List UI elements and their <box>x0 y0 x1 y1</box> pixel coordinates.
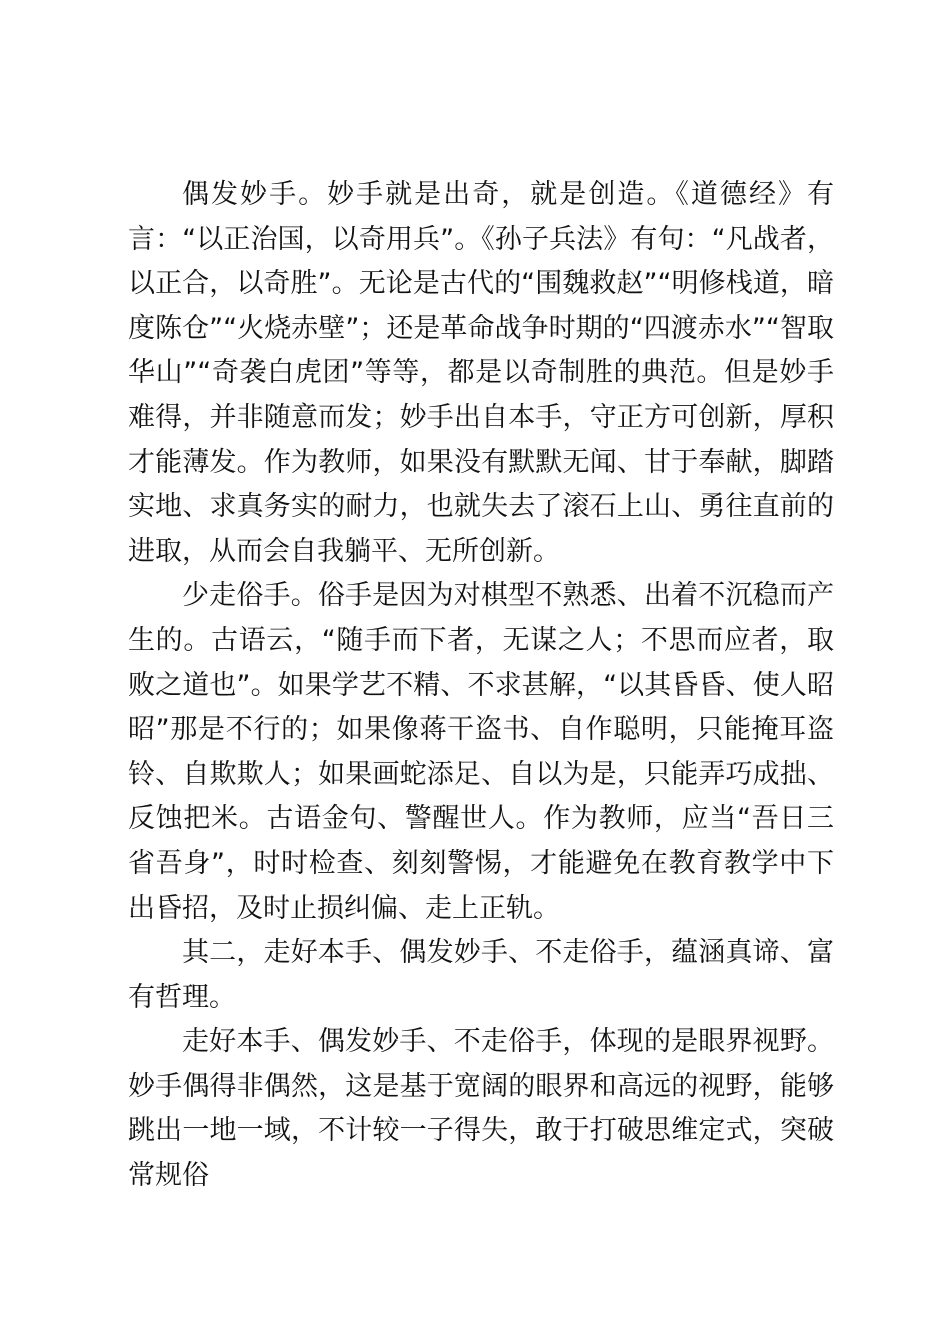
paragraph-yanjie: 走好本手、偶发妙手、不走俗手，体现的是眼界视野。妙手偶得非偶然，这是基于宽阔的眼界和高远的视野，能够跳出一地一域，不计较一子得失，敢于打破思维定式，突破常规俗 <box>128 1026 834 1192</box>
document-body <box>128 173 834 1199</box>
paragraph-qier: 其二，走好本手、偶发妙手、不走俗手，蕴涵真谛、富有哲理。 <box>128 937 834 1013</box>
paragraph-miaoshou: 偶发妙手。妙手就是出奇，就是创造。《道德经》有言：“以正治国，以奇用兵”。《孙子兵法》有句：“凡战者，以正合，以奇胜”。无论是古代的“围魏救赵”“明修栈道，暗度陈仓”“火烧赤壁”；还是革命战争时期的“四渡赤水”“智取华山”“奇袭白虎团”等等，都是以奇制胜的典范。但是妙手难得，并非随意而发；妙手出自本手，守正方可创新，厚积才能薄发。作为教师，如果没有默默无闻、甘于奉献，脚踏实地、求真务实的耐力，也就失去了滚石上山、勇往直前的进取，从而会自我躺平、无所创新。 <box>128 179 834 567</box>
paragraph-sushou: 少走俗手。俗手是因为对棋型不熟悉、出着不沉稳而产生的。古语云，“随手而下者，无谋之人；不思而应者，取败之道也”。如果学艺不精、不求甚解，“以其昏昏、使人昭昭”那是不行的；如果像蒋干盗书、自作聪明，只能掩耳盗铃、自欺欺人；如果画蛇添足、自以为是，只能弄巧成拙、反蚀把米。古语金句、警醒世人。作为教师，应当“吾日三省吾身”，时时检查、刻刻警惕，才能避免在教育教学中下出昏招，及时止损纠偏、走上正轨。 <box>128 580 834 924</box>
